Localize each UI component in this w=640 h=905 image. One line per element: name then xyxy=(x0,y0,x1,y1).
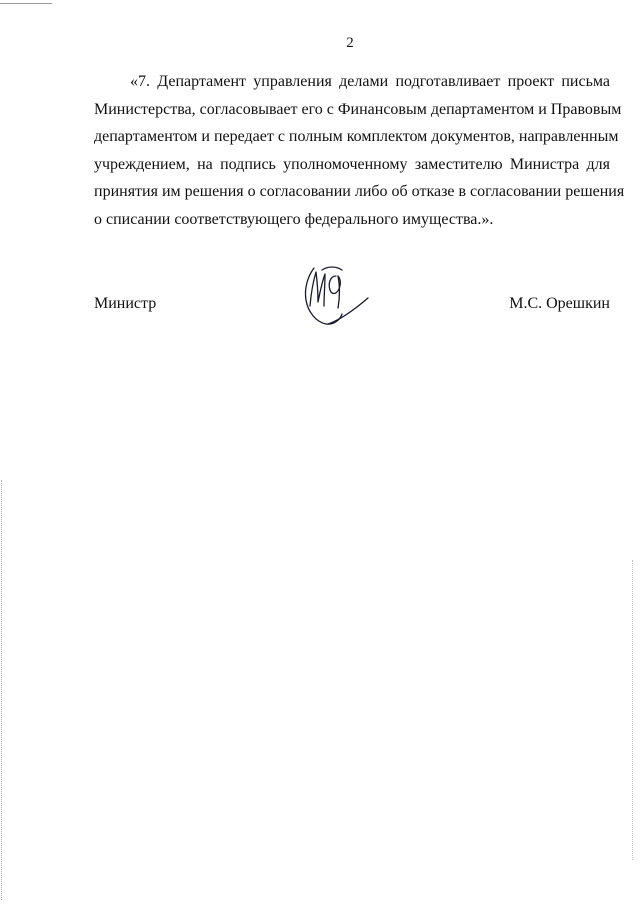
signatory-name: М.С. Орешкин xyxy=(509,295,610,312)
main-paragraph xyxy=(94,68,625,233)
paragraph-line: департаментом и передает с полным комплектом документов, направленным xyxy=(94,128,619,145)
paragraph-line: «7. Департамент управления делами подготавливает проект письма xyxy=(130,73,610,90)
signatory-title: Министр xyxy=(94,295,157,312)
scan-edge-left xyxy=(1,480,3,900)
scan-edge-right xyxy=(632,560,634,860)
paragraph-line: о списании соответствующего федерального имущества.». xyxy=(94,210,494,228)
paragraph-line: Министерства, согласовывает его с Финансовым департаментом и Правовым xyxy=(94,100,622,118)
page-number: 2 xyxy=(346,35,354,51)
paragraph-line: учреждением, на подпись уполномоченному заместителю Министра для xyxy=(94,155,610,173)
handwritten-signature xyxy=(300,262,374,330)
paragraph-line: принятия им решения о согласовании либо об отказе в согласовании решения xyxy=(94,183,625,200)
scan-artifact-line xyxy=(0,3,52,4)
